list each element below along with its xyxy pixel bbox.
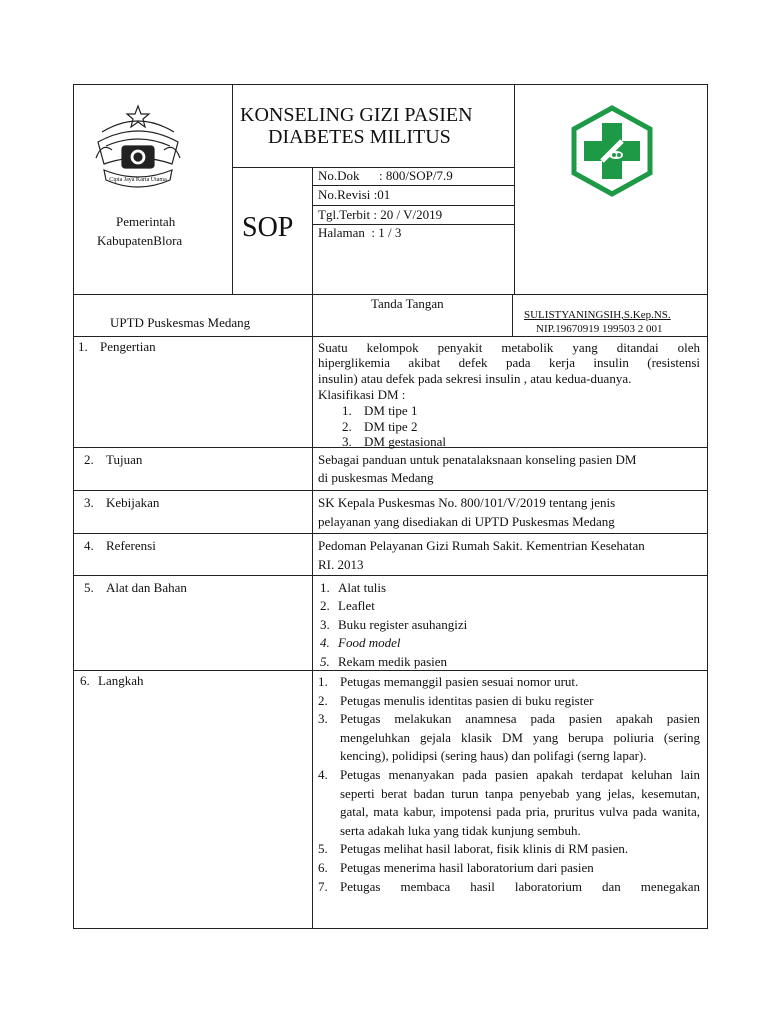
table-border-bottom: [73, 928, 708, 929]
alat-item: 1. Alat tulis: [320, 580, 387, 595]
tujuan-line-1: Sebagai panduan untuk penatalaksnaan konseling pasien DM: [318, 452, 637, 467]
section-langkah-label: 6. Langkah: [80, 673, 144, 688]
row-divider-4: [73, 575, 708, 576]
step-item: 3. Petugas melakukan anamnesa pada pasien apakah pasien mengeluhkan gejala klasik DM yang berupa poliuria (sering kencing), polidipsi (sering haus) dan polifagi (serng lapar).: [318, 711, 700, 764]
section-referensi-label: 4. Referensi: [84, 538, 156, 553]
page-number: Halaman : 1 / 3: [318, 225, 402, 240]
section-tujuan-label: 2. Tujuan: [84, 452, 143, 467]
referensi-line-2: RI. 2013: [318, 557, 364, 572]
alat-item: 5. Rekam medik pasien: [320, 654, 448, 669]
section-pengertian-label: 1. Pengertian: [78, 339, 156, 354]
step-item: 5. Petugas melihat hasil laborat, fisik klinis di RM pasien.: [318, 841, 629, 857]
table-border-right: [707, 84, 708, 929]
signer-nip: NIP.19670919 199503 2 001: [536, 323, 663, 335]
puskesmas-cross-logo: [566, 105, 658, 197]
section-kebijakan-label: 3. Kebijakan: [84, 495, 160, 510]
row-divider-3: [73, 533, 708, 534]
meta-divider-2: [312, 205, 514, 206]
revision-number: No.Revisi :01: [318, 187, 391, 202]
signer-name: SULISTYANINGSIH,S.Kep.NS.: [524, 309, 671, 321]
step-item: 7. Petugas membaca hasil laboratorium dan menegakan: [318, 878, 700, 894]
signature-label: Tanda Tangan: [371, 296, 444, 311]
sop-label: SOP: [242, 212, 294, 243]
header-divider-v1: [232, 84, 233, 294]
langkah-steps: [318, 673, 700, 928]
section-alat-label: 5. Alat dan Bahan: [84, 580, 187, 595]
header-divider-v2: [514, 84, 515, 294]
alat-item: 2. Leaflet: [320, 598, 375, 613]
document-title-line-1: KONSELING GIZI PASIEN: [240, 104, 473, 126]
steps-list: [318, 673, 700, 896]
org-line-2: KabupatenBlora: [97, 233, 183, 248]
dm-type-item: 1. DM tipe 1: [342, 403, 418, 418]
step-item: 6. Petugas menerima hasil laboratorium dari pasien: [318, 859, 594, 875]
document-title-line-2: DIABETES MILITUS: [268, 126, 451, 148]
signature-divider-v: [512, 294, 513, 336]
pengertian-line-3: insulin) atau defek pada sekresi insulin , atau kedua-duanya.: [318, 371, 632, 386]
meta-divider-1: [312, 185, 514, 186]
step-item: 4. Petugas menanyakan pada pasien apakah terdapat keluhan lain seperti berat badan turun tanpa penyebab yang jelas, kesemutan, gatal, mata kabur, impotensi pada pria, pruritus vulva pada wanita, serta adakah luka yang tidak kunjung sembuh.: [318, 766, 700, 838]
doc-number: No.Dok : 800/SOP/7.9: [318, 168, 453, 183]
row-divider-5: [73, 670, 708, 671]
pengertian-line-4: Klasifikasi DM :: [318, 387, 406, 402]
blora-regency-emblem: [92, 102, 184, 198]
pengertian-line-1: Suatu kelompok penyakit metabolik yang ditandai oleh: [318, 340, 700, 355]
step-item: 1. Petugas memanggil pasien sesuai nomor urut.: [318, 674, 579, 689]
alat-item: 4. Food model: [320, 635, 401, 650]
kebijakan-line-1: SK Kepala Puskesmas No. 800/101/V/2019 tentang jenis: [318, 495, 616, 510]
tujuan-line-2: di puskesmas Medang: [318, 470, 434, 485]
step-item: 2. Petugas menulis identitas pasien di buku register: [318, 692, 594, 708]
kebijakan-line-2: pelayanan yang disediakan di UPTD Puskesmas Medang: [318, 514, 615, 529]
header-bottom-line: [73, 294, 708, 295]
signature-row-bottom: [73, 336, 708, 337]
table-border-left: [73, 84, 74, 929]
issue-date: Tgl.Terbit : 20 / V/2019: [318, 207, 443, 222]
body-column-divider: [312, 294, 313, 929]
row-divider-2: [73, 490, 708, 491]
table-border-top: [73, 84, 708, 85]
emblem-motto: Cipta Jaya Karta Utama: [109, 177, 167, 183]
org-line-1: Pemerintah: [116, 214, 176, 229]
alat-item: 3. Buku register asuhangizi: [320, 617, 468, 632]
unit-name: UPTD Puskesmas Medang: [110, 315, 251, 330]
dm-type-item: 3. DM gestasional: [342, 434, 446, 449]
sop-divider-v: [312, 167, 313, 294]
dm-type-item: 2. DM tipe 2: [342, 419, 418, 434]
pengertian-line-2: hiperglikemia akibat defek pada kerja insulin (resistensi: [318, 355, 700, 370]
referensi-line-1: Pedoman Pelayanan Gizi Rumah Sakit. Kementrian Kesehatan: [318, 538, 645, 553]
